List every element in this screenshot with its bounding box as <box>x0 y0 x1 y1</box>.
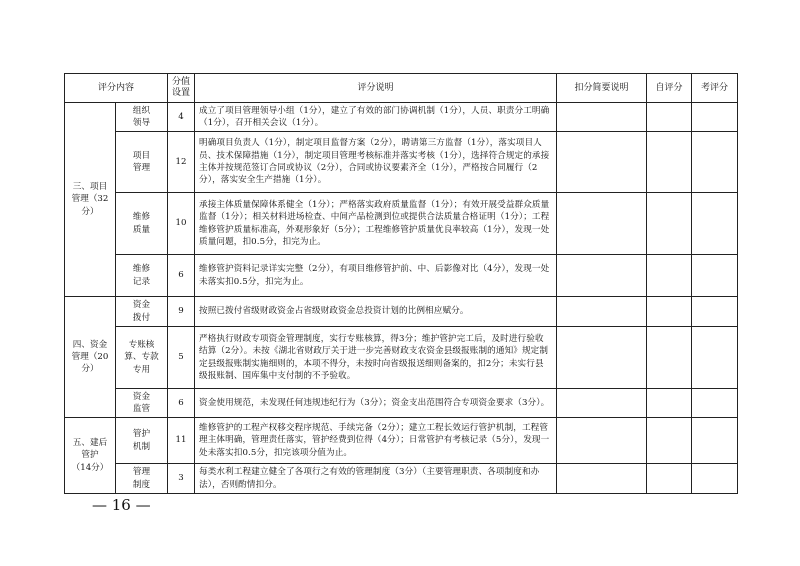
review-score-cell[interactable] <box>692 132 738 193</box>
sub-item-label: 管护 机制 <box>132 429 151 452</box>
deduct-cell[interactable] <box>557 132 647 193</box>
sub-item-label: 资金 监管 <box>132 391 151 414</box>
deduct-cell[interactable] <box>557 193 647 255</box>
category-project <box>65 103 116 297</box>
sub-item <box>116 389 168 418</box>
sub-item <box>116 418 168 464</box>
table-row <box>65 389 738 418</box>
table-header-row <box>65 74 738 103</box>
deduct-cell[interactable] <box>557 464 647 494</box>
table-row <box>65 103 738 132</box>
deduct-cell[interactable] <box>557 327 647 389</box>
sub-item-label: 管理 制度 <box>132 467 151 490</box>
table-row <box>65 464 738 494</box>
score-cell: 10 <box>168 193 195 255</box>
score-cell: 11 <box>168 418 195 464</box>
deduct-cell[interactable] <box>557 297 647 327</box>
self-score-cell[interactable] <box>647 132 692 193</box>
sub-item <box>116 132 168 193</box>
self-score-cell[interactable] <box>647 389 692 418</box>
sub-item <box>116 464 168 494</box>
sub-item-label: 维修 记录 <box>132 264 151 287</box>
page-number: — 16 — <box>92 496 151 514</box>
desc-cell: 明确项目负责人（1分），制定项目监督方案（2分），聘请第三方监督（1分），落实项目人员、技术保障措施（1分），制定项目管理考核标准并落实考核（1分），选择符合规定的承接主体并按规范签订合同或协议（2分），合同或协议要素齐全（1分），严格按合同履行（2分），落实安全生产措施（1分）。 <box>195 132 557 193</box>
desc-cell: 成立了项目管理领导小组（1分），建立了有效的部门协调机制（1分），人员、职责分工明确（1分），召开相关会议（1分）。 <box>195 103 557 132</box>
desc-cell: 维修管护的工程产权移交程序规范、手续完备（2分）；建立工程长效运行管护机制，工程管理主体明确，管理责任落实，管护经费到位得（4分）；日常管护有考核记录（5分），发现一处未落实扣0.5分，扣完该项分值为止。 <box>195 418 557 464</box>
self-score-cell[interactable] <box>647 464 692 494</box>
score-cell: 4 <box>168 103 195 132</box>
category-label: 五、建后 管护 （14分） <box>71 438 109 473</box>
desc-cell: 严格执行财政专项资金管理制度，实行专账核算，得3分；维护管护完工后，及时进行验收结算（2分）。未按《湖北省财政厅关于进一步完善财政支农资金县级报账制的通知》规定制定县级报账制实施细则的，本项不得分，未按时向省级报送细则备案的，扣2分；未实行县级报账制、国库集中支付制的不予验收。 <box>195 327 557 389</box>
self-score-cell[interactable] <box>647 103 692 132</box>
table-row <box>65 132 738 193</box>
sub-item-label: 组织 领导 <box>132 105 151 128</box>
header-desc: 评分说明 <box>195 74 557 103</box>
header-value-text: 分值 设置 <box>172 77 191 98</box>
table-row <box>65 418 738 464</box>
self-score-cell[interactable] <box>647 255 692 297</box>
deduct-cell[interactable] <box>557 418 647 464</box>
category-maintenance <box>65 418 116 494</box>
review-score-cell[interactable] <box>692 464 738 494</box>
desc-cell: 承接主体质量保障体系健全（1分）；严格落实政府质量监督（1分）；有效开展受益群众质量监督（1分）；相关材料进场检查、中间产品检测到位或提供合法质量合格证明（1分）；工程维修管护质量标准高，外观形象好（5分）；工程维修管护质量优良率较高（1分），发现一处质量问题，扣0.5分，扣完为止。 <box>195 193 557 255</box>
deduct-cell[interactable] <box>557 103 647 132</box>
sub-item <box>116 327 168 389</box>
desc-cell: 每类水利工程建立健全了各项行之有效的管理制度（3分）（主要管理职责、各项制度和办法），否则酌情扣分。 <box>195 464 557 494</box>
self-score-cell[interactable] <box>647 297 692 327</box>
table-row <box>65 297 738 327</box>
category-fund <box>65 297 116 418</box>
category-label: 四、资金 管理（20 分） <box>71 339 109 375</box>
sub-item <box>116 193 168 255</box>
review-score-cell[interactable] <box>692 389 738 418</box>
sub-item <box>116 297 168 327</box>
header-deduct: 扣分简要说明 <box>557 74 647 103</box>
sub-item-label: 维修 质量 <box>132 212 151 235</box>
score-cell: 12 <box>168 132 195 193</box>
sub-item <box>116 255 168 297</box>
desc-cell: 按照已拨付省级财政资金占省级财政资金总投资计划的比例相应赋分。 <box>195 297 557 327</box>
header-content: 评分内容 <box>65 74 168 103</box>
table-row <box>65 255 738 297</box>
review-score-cell[interactable] <box>692 193 738 255</box>
self-score-cell[interactable] <box>647 418 692 464</box>
review-score-cell[interactable] <box>692 103 738 132</box>
header-review: 考评分 <box>692 74 738 103</box>
review-score-cell[interactable] <box>692 297 738 327</box>
review-score-cell[interactable] <box>692 255 738 297</box>
score-cell: 6 <box>168 389 195 418</box>
table-row <box>65 327 738 389</box>
review-score-cell[interactable] <box>692 418 738 464</box>
table-row <box>65 193 738 255</box>
score-cell: 3 <box>168 464 195 494</box>
score-cell: 6 <box>168 255 195 297</box>
review-score-cell[interactable] <box>692 327 738 389</box>
score-cell: 5 <box>168 327 195 389</box>
self-score-cell[interactable] <box>647 327 692 389</box>
sub-item-label: 项目 管理 <box>132 150 151 173</box>
self-score-cell[interactable] <box>647 193 692 255</box>
sub-item <box>116 103 168 132</box>
category-label: 三、项目 管理（32 分） <box>71 182 109 217</box>
deduct-cell[interactable] <box>557 255 647 297</box>
score-cell: 9 <box>168 297 195 327</box>
deduct-cell[interactable] <box>557 389 647 418</box>
sub-item-label: 资金 拨付 <box>132 300 151 323</box>
header-self: 自评分 <box>647 74 692 103</box>
desc-cell: 维修管护资料记录详实完整（2分），有项目维修管护前、中、后影像对比（4分），发现一处未落实扣0.5分，扣完为止。 <box>195 255 557 297</box>
desc-cell: 资金使用规范，未发现任何违规违纪行为（3分）；资金支出范围符合专项资金要求（3分）。 <box>195 389 557 418</box>
header-value <box>168 74 195 103</box>
evaluation-table <box>64 73 738 494</box>
sub-item-label: 专账核 算、专款 专用 <box>124 340 159 375</box>
